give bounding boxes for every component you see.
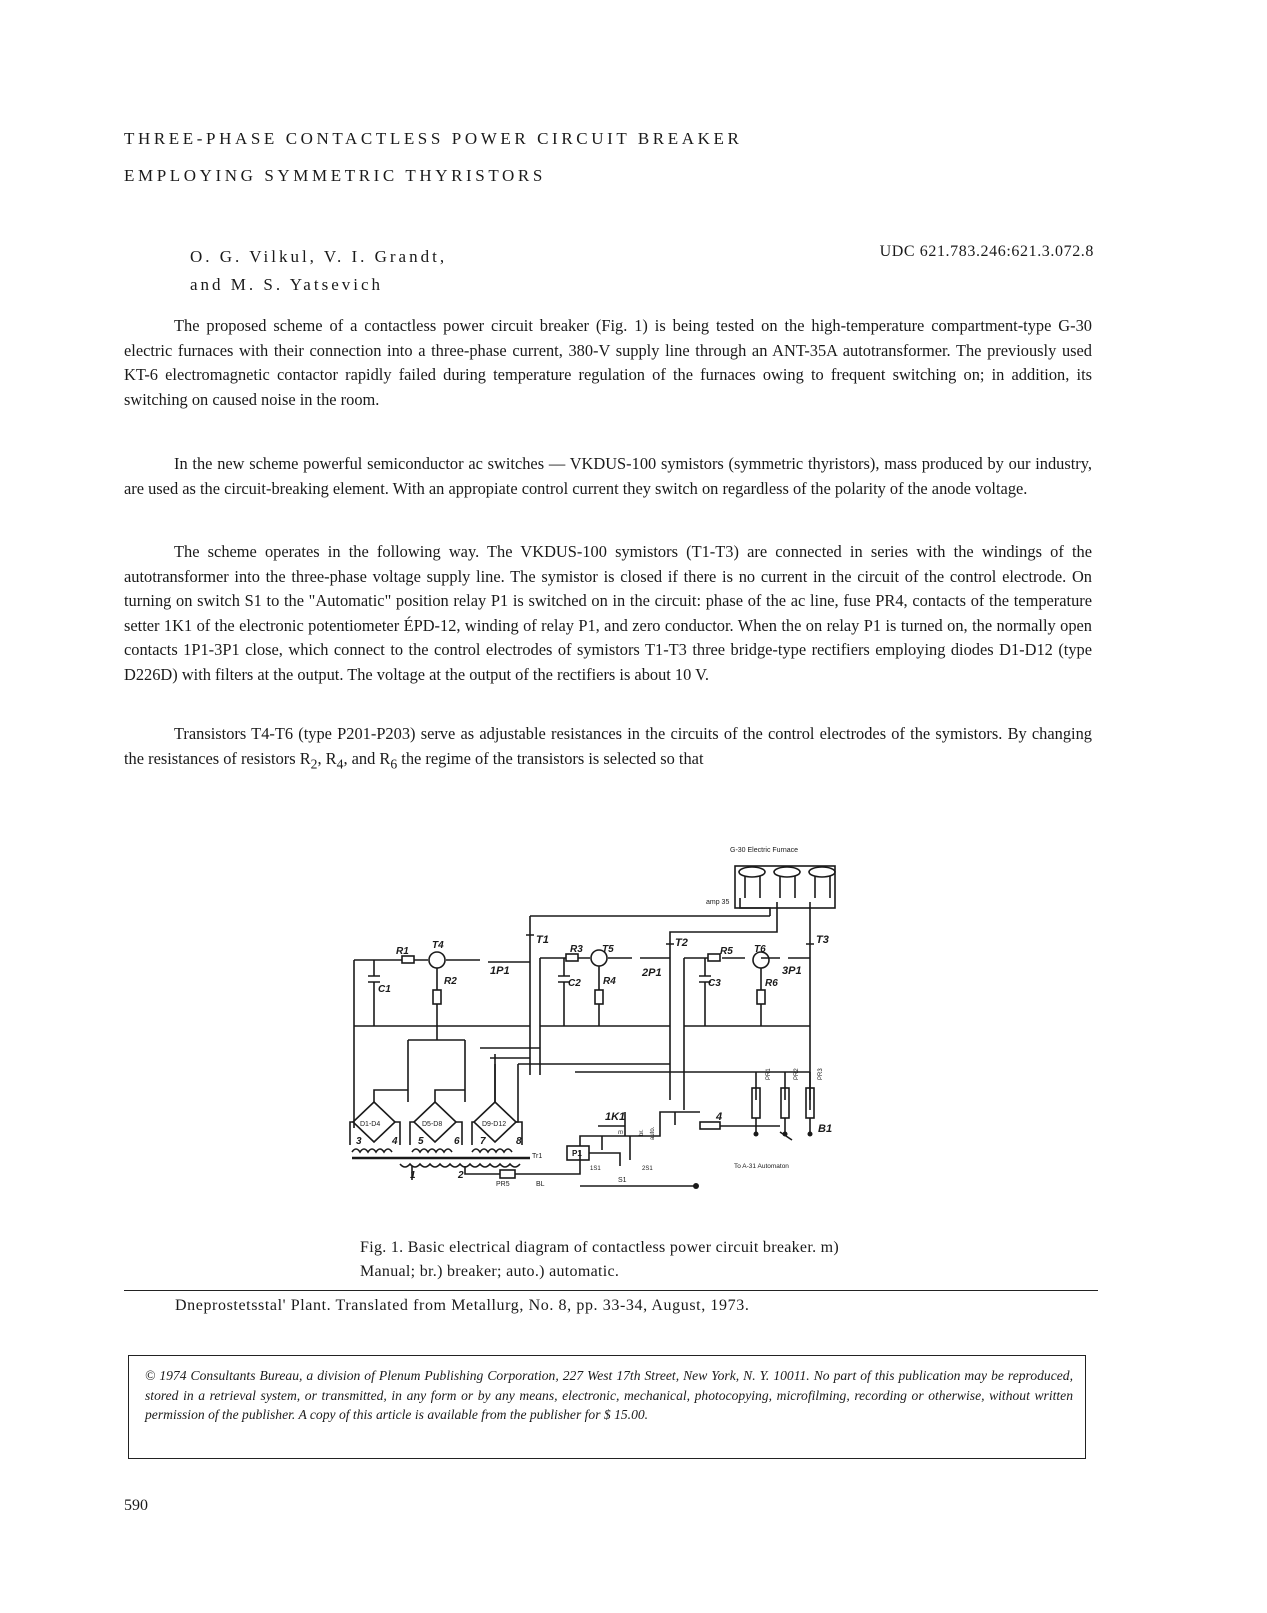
- label-r5: R5: [720, 946, 733, 957]
- authors-line-1: O. G. Vilkul, V. I. Grandt,: [190, 247, 448, 266]
- label-c1: C1: [378, 984, 391, 995]
- label-r3: R3: [570, 944, 583, 955]
- winding-5: 5: [418, 1136, 424, 1147]
- label-br: br.: [639, 1129, 645, 1136]
- label-b1: B1: [818, 1123, 833, 1135]
- label-t2: T2: [675, 937, 688, 949]
- label-p1-box: P1: [572, 1149, 582, 1158]
- label-pr1: PR1: [766, 1068, 772, 1080]
- label-amp: amp 35: [706, 899, 730, 906]
- winding-1: 1: [410, 1170, 416, 1181]
- furnace-coil-1: [739, 867, 765, 877]
- label-c3: C3: [708, 978, 721, 989]
- udc-code: UDC 621.783.246:621.3.072.8: [879, 243, 1094, 260]
- page-number: 590: [124, 1497, 148, 1514]
- label-r1: R1: [396, 946, 409, 957]
- label-t3: T3: [816, 934, 829, 946]
- label-d1-d4: D1-D4: [360, 1121, 381, 1128]
- copyright-text: © 1974 Consultants Bureau, a division of Plenum Publishing Corporation, 227 West 17th Street, New York, N. Y. 10011. No part of this publication may be reproduced, stored in a retrieval system, or transmitted, in any form or by any means, electronic, mechanical, photocopying, microfilming, recording or otherwise, without written permission of the publisher. A copy of this article is available from the publisher for $ 15.00.: [145, 1368, 1073, 1422]
- label-2p1: 2P1: [642, 967, 662, 979]
- p4-sub-1: 2: [310, 755, 318, 771]
- transistor-t4: [429, 952, 445, 968]
- label-1s1: 1S1: [590, 1166, 601, 1172]
- article-title-line-2: EMPLOYING SYMMETRIC THYRISTORS: [124, 166, 546, 185]
- copyright-box: [128, 1355, 1086, 1459]
- label-t4: T4: [432, 940, 444, 951]
- p4-text-3: , and R: [343, 748, 391, 768]
- label-furnace: G-30 Electric Furnace: [730, 847, 799, 854]
- fuse-pr5: [500, 1170, 515, 1178]
- divider: [124, 1290, 1098, 1291]
- winding-8: 8: [516, 1136, 522, 1147]
- circuit-diagram: [340, 840, 860, 1210]
- label-2s1: 2S1: [642, 1166, 653, 1172]
- body-paragraph-3: The scheme operates in the following way. The VKDUS-100 symistors (T1-T3) are connected in series with the windings of the autotransformer into the three-phase voltage supply line. The symistor is closed if there is no current in the circuit of the control electrode. On turning on switch S1 to the "Automatic" position relay P1 is switched on in the circuit: phase of the ac line, fuse PR4, contacts of the temperature setter 1K1 of the electronic potentiometer ÉPD-12, winding of relay P1, and zero conductor. When the on relay P1 is turned on, the normally open contacts 1P1-3P1 close, which connect to the control electrodes of symistors T1-T3 three bridge-type rectifiers employing diodes D1-D12 (type D226D) with filters at the output. The voltage at the output of the rectifiers is about 10 V.: [124, 542, 1092, 684]
- label-1p1: 1P1: [490, 965, 510, 977]
- p4-sub-2: 4: [336, 755, 344, 771]
- winding-7: 7: [480, 1136, 486, 1147]
- source-note: Dneprostetsstal' Plant. Translated from Metallurg, No. 8, pp. 33-34, August, 1973.: [175, 1297, 750, 1314]
- resistor-r3: [566, 954, 578, 961]
- body-paragraph-2: In the new scheme powerful semiconductor ac switches — VKDUS-100 symistors (symmetric thyristors), mass produced by our industry, are used as the circuit-breaking element. With an appropiate control current they switch on regardless of the polarity of the anode voltage.: [124, 454, 1092, 498]
- authors: [190, 243, 447, 299]
- p4-text-2: , R: [317, 748, 337, 768]
- winding-6: 6: [454, 1136, 460, 1147]
- p4-text-4: the regime of the transistors is selected so that: [397, 748, 704, 768]
- label-r2: R2: [444, 976, 457, 987]
- figure-caption: Fig. 1. Basic electrical diagram of contactless power circuit breaker. m) Manual; br.) breaker; auto.) automatic.: [360, 1239, 840, 1280]
- winding-4: 4: [392, 1136, 398, 1147]
- article-title-line-1: THREE-PHASE CONTACTLESS POWER CIRCUIT BREAKER: [124, 129, 743, 148]
- resistor-r5: [708, 954, 720, 961]
- winding-3: 3: [356, 1136, 362, 1147]
- label-automaton: To A-31 Automaton: [734, 1163, 789, 1170]
- label-pr5: PR5: [496, 1181, 510, 1188]
- p4-sub-3: 6: [390, 755, 398, 771]
- label-auto: auto.: [650, 1126, 656, 1140]
- body-paragraph-4: [124, 722, 1092, 776]
- label-d9-d12: D9-D12: [482, 1121, 507, 1128]
- furnace-coil-3: [809, 867, 835, 877]
- label-3p1: 3P1: [782, 965, 802, 977]
- body-paragraph-1: The proposed scheme of a contactless power circuit breaker (Fig. 1) is being tested on the high-temperature compartment-type G-30 electric furnaces with their connection into a three-phase current, 380-V supply line through an ANT-35A autotransformer. The previously used KT-6 electromagnetic contactor rapidly failed during temperature regulation of the furnaces owing to frequent switching on; in addition, its switching on caused noise in the room.: [124, 316, 1092, 409]
- label-1k1: 1K1: [605, 1111, 626, 1123]
- authors-line-2: and M. S. Yatsevich: [190, 275, 384, 294]
- label-4: 4: [716, 1111, 723, 1123]
- label-m: m: [618, 1130, 623, 1136]
- circuit-diagram-svg: [340, 840, 860, 1210]
- label-bl: BL: [536, 1181, 545, 1188]
- label-s1: S1: [618, 1177, 627, 1184]
- furnace-coil-2: [774, 867, 800, 877]
- label-tr1: Tr1: [532, 1153, 543, 1160]
- furnace-outline: [735, 866, 835, 908]
- label-c2: C2: [568, 978, 581, 989]
- label-r4: R4: [603, 976, 616, 987]
- label-pr2: PR2: [794, 1068, 800, 1080]
- label-r6: R6: [765, 978, 778, 989]
- label-t1: T1: [536, 934, 549, 946]
- winding-2: 2: [458, 1170, 464, 1181]
- p4-text-1: Transistors T4-T6 (type P201-P203) serve as adjustable resistances in the circuits of the control electrodes of the symistors. By changing the resistances of resistors R: [124, 724, 1092, 768]
- label-t6: T6: [754, 944, 766, 955]
- label-d5-d8: D5-D8: [422, 1121, 443, 1128]
- resistor-r1: [402, 956, 414, 963]
- label-pr3: PR3: [818, 1068, 824, 1080]
- label-t5: T5: [602, 944, 614, 955]
- fuse-4: [700, 1122, 720, 1129]
